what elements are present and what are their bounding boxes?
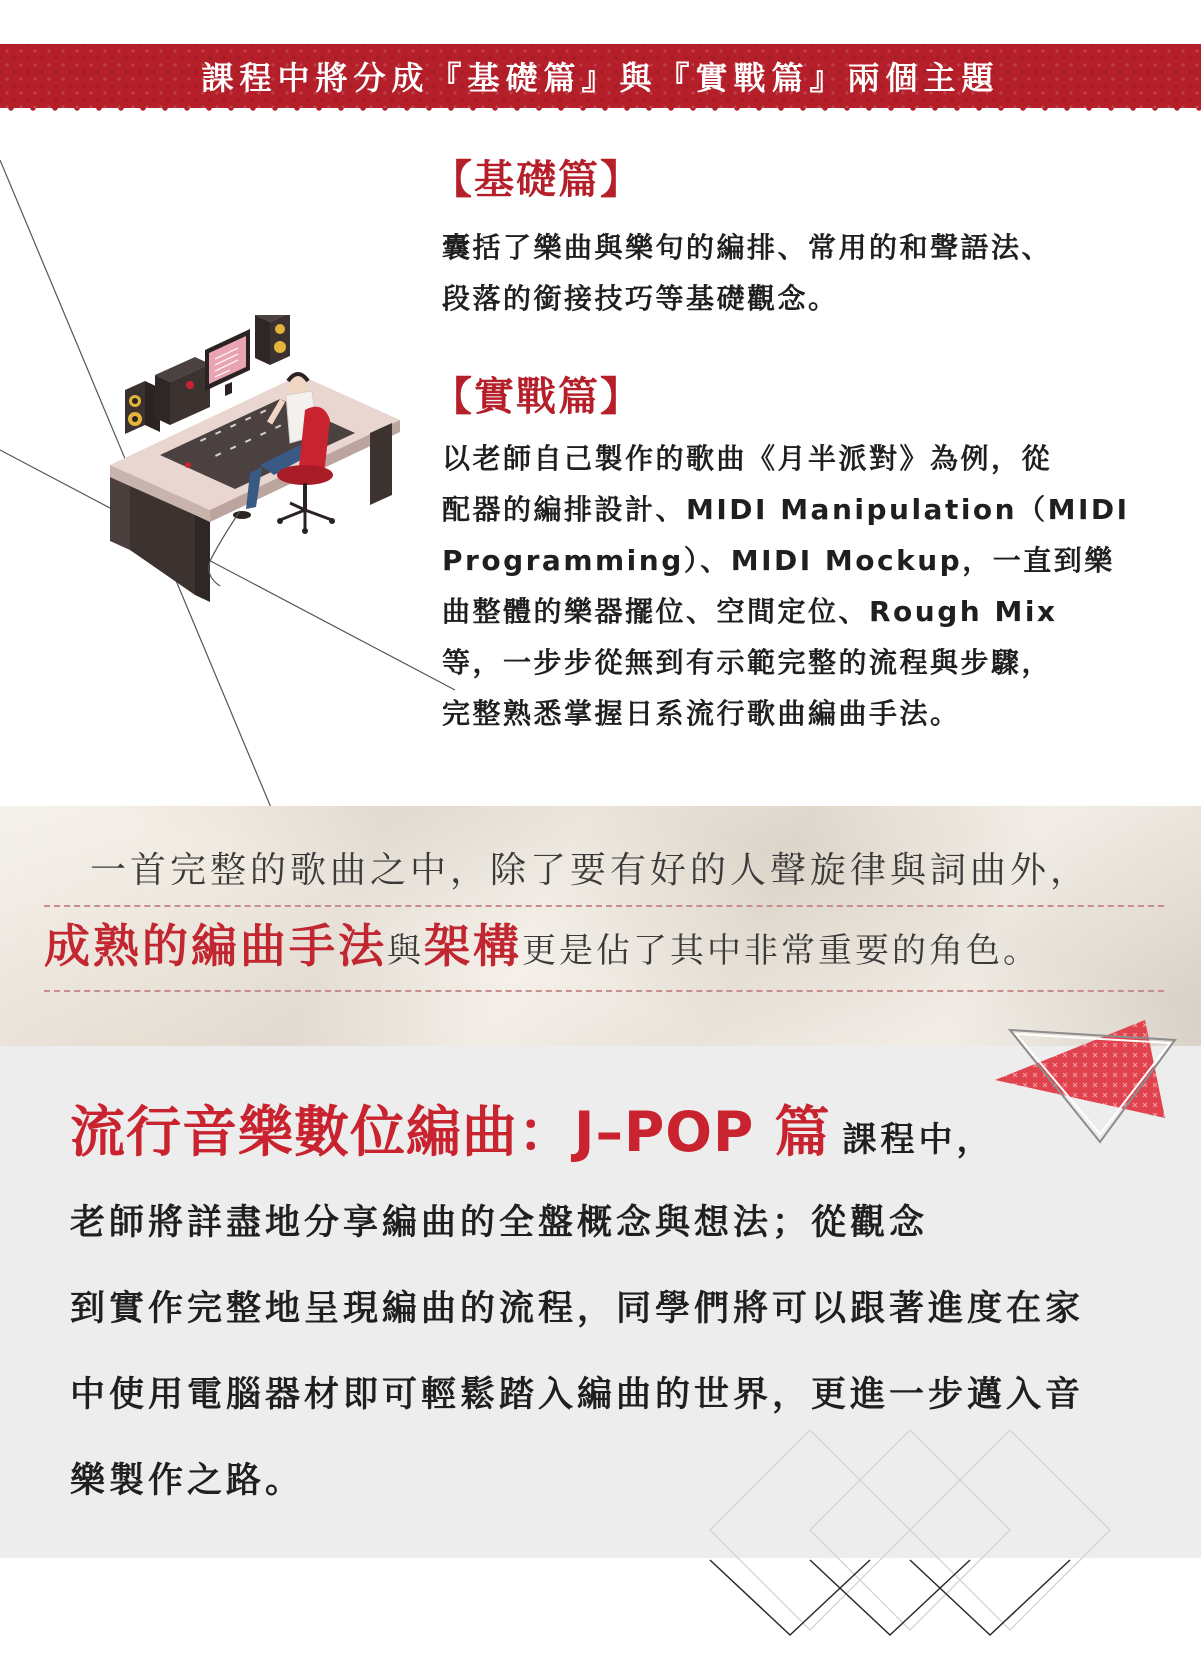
practical-description: [442, 433, 1162, 739]
practical-line: 等，一步步從無到有示範完整的流程與步驟，: [442, 646, 1053, 679]
course-line: 中使用電腦器材即可輕鬆踏入編曲的世界，更進一步邁入音: [70, 1375, 1085, 1415]
statement-highlight-structure: 架構: [424, 919, 522, 973]
statement-line-1: 一首完整的歌曲之中，除了要有好的人聲旋律與詞曲外，: [90, 850, 1091, 891]
course-line: 到實作完整地呈現編曲的流程，同學們將可以跟著進度在家: [70, 1289, 1085, 1329]
diamond-lines-decoration: [700, 1430, 1140, 1650]
basics-heading: 【基礎篇】: [432, 156, 642, 203]
statement-connector: 與: [387, 931, 424, 971]
course-name: 流行音樂數位編曲：J–POP 篇: [70, 1100, 831, 1164]
practical-line: 配器的編排設計、MIDI Manipulation（MIDI: [442, 493, 1130, 526]
practical-line: Programming）、MIDI Mockup，一直到樂: [442, 544, 1115, 577]
practical-line: 以老師自己製作的歌曲《月半派對》為例，從: [442, 442, 1053, 475]
studio-desk-illustration: [100, 315, 420, 605]
course-title: [70, 1088, 995, 1167]
course-line: 樂製作之路。: [70, 1461, 305, 1501]
course-title-suffix: 課程中，: [842, 1120, 995, 1160]
basics-line: 囊括了樂曲與樂句的編排、常用的和聲語法、: [442, 231, 1053, 264]
statement-line-2: [44, 910, 1040, 976]
triangle-decoration: [990, 1010, 1190, 1150]
banner-title: 課程中將分成『基礎篇』與『實戰篇』兩個主題: [201, 59, 1000, 97]
basics-line: 段落的銜接技巧等基礎觀念。: [442, 282, 839, 315]
banner-scalloped-edge: [0, 108, 1201, 116]
practical-line: 完整熟悉掌握日系流行歌曲編曲手法。: [442, 697, 961, 730]
practical-line: 曲整體的樂器擺位、空間定位、Rough Mix: [442, 595, 1058, 628]
dashed-divider-bottom: [44, 990, 1164, 992]
dashed-divider-top: [44, 905, 1164, 907]
statement-rest: 更是佔了其中非常重要的角色。: [522, 931, 1040, 971]
basics-description: [442, 222, 1142, 324]
statement-highlight-arrangement: 成熟的編曲手法: [44, 919, 387, 973]
top-banner: [0, 44, 1201, 108]
course-line: 老師將詳盡地分享編曲的全盤概念與想法；從觀念: [70, 1203, 929, 1243]
practical-heading: 【實戰篇】: [432, 373, 642, 420]
